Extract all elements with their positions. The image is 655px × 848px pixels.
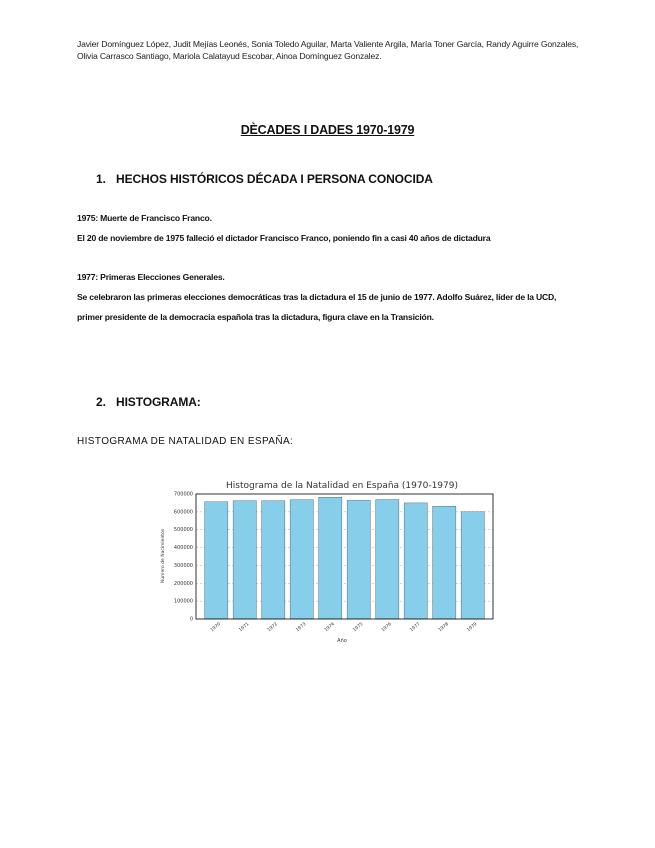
y-tick-label: 500000 [173,527,193,534]
x-tick-label: 1975 [352,622,365,634]
event-1975-text: El 20 de noviembre de 1975 falleció el dictador Francisco Franco, poniendo fin a casi 40 años de dictadura [77,233,491,243]
x-tick-label: 1976 [380,622,393,634]
x-tick-label: 1974 [323,622,336,634]
bar-1972 [262,501,285,619]
authors: Javier Domínguez López, Judit Mejías Leonés, Sonia Toledo Aguilar, Marta Valiente Argila, María Toner García, Randy Aguirre Gonzales, Olivia Carrasco Santiago, Mariola Calatayud Escobar, Ainoa Domínguez Gonzalez. [77,39,579,61]
x-tick-label: 1970 [209,622,222,634]
histogram-svg [150,474,500,646]
y-tick-label: 0 [189,616,193,623]
bar-1979 [461,512,484,619]
event-1977-heading: 1977: Primeras Elecciones Generales. [77,272,225,282]
document-title: DÈCADES I DADES 1970-1979 [240,123,415,137]
y-tick-label: 400000 [173,545,193,552]
chart-title: Histograma de la Natalidad en España (1970-1979) [225,481,459,491]
y-tick-label: 100000 [173,598,193,605]
y-axis-label: Número de Nacimientos [161,528,166,584]
bar-1978 [433,506,456,619]
section-2-heading [96,395,201,409]
bar-1973 [290,500,313,619]
x-tick-label: 1977 [409,622,422,634]
y-tick-label: 700000 [173,491,193,498]
bar-1974 [319,497,342,619]
event-1975 [77,208,582,248]
event-1977 [77,267,582,327]
bar-1976 [376,500,399,619]
bar-1971 [233,501,256,619]
birth-rate-histogram [150,474,500,651]
bar-1975 [347,500,370,619]
y-tick-label: 300000 [173,562,193,569]
y-tick-label: 200000 [173,580,193,587]
event-1977-text: Se celebraron las primeras elecciones democráticas tras la dictadura el 15 de junio de 1977. Adolfo Suárez, líder de la UCD, primer presidente de la democracia española tras la dictadura, figura clave en la Transición. [77,292,557,322]
bar-1970 [205,502,228,619]
section-1-heading [96,172,433,186]
section-2-title: HISTOGRAMA: [116,395,201,409]
section-1-number: 1. [96,172,106,186]
bar-1977 [404,503,427,619]
x-axis-label: Año [337,638,347,644]
section-1-title: HECHOS HISTÓRICOS DÉCADA I PERSONA CONOCIDA [116,172,433,186]
x-tick-label: 1978 [437,622,450,634]
x-tick-label: 1979 [466,622,479,634]
x-tick-label: 1973 [295,622,308,634]
y-tick-label: 600000 [173,509,193,516]
x-tick-label: 1971 [238,622,251,634]
histogram-caption: HISTOGRAMA DE NATALIDAD EN ESPAÑA: [77,436,294,447]
event-1975-heading: 1975: Muerte de Francisco Franco. [77,213,212,223]
x-tick-label: 1972 [266,622,279,634]
section-2-number: 2. [96,395,106,409]
